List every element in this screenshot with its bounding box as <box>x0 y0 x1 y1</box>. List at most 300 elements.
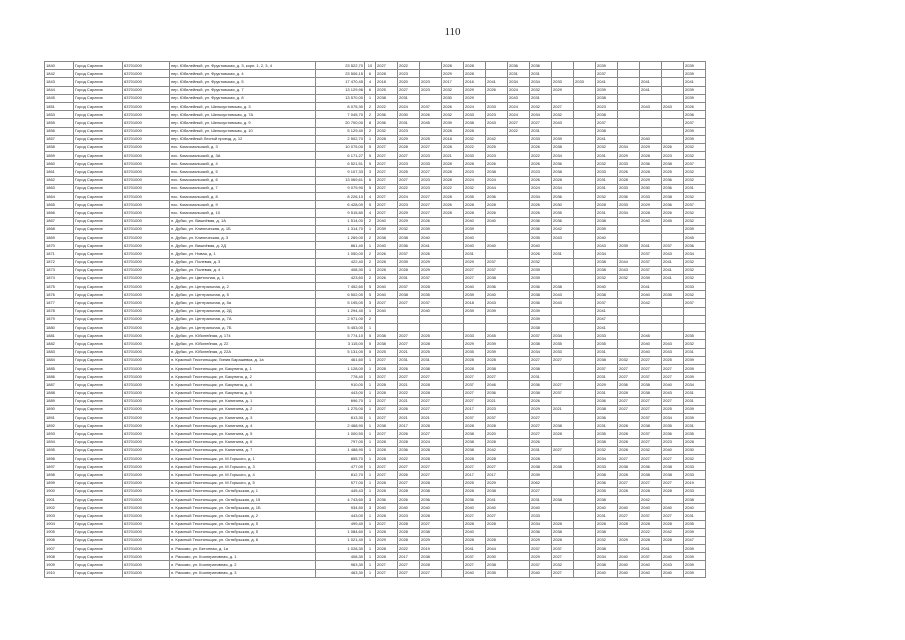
table-cell-code: 63701000 <box>123 455 170 463</box>
table-cell-y7: 2024 <box>508 102 530 110</box>
table-cell-y5: 2028 <box>464 455 486 463</box>
table-cell-y14: 2043 <box>662 389 684 397</box>
table-cell-y9 <box>552 315 574 323</box>
table-cell-address: пос. Комсомольский, д. 7 <box>170 184 316 192</box>
table-cell-n: 1 <box>365 364 376 372</box>
table-cell-y1 <box>376 324 398 332</box>
table-cell-amount: 813,30 <box>316 414 365 422</box>
table-cell-y14: 2040 <box>662 569 684 577</box>
table-cell-y9: 2038 <box>552 168 574 176</box>
table-cell-y5: 2039 <box>464 307 486 315</box>
table-cell-y11: 2038 <box>596 495 618 503</box>
table-cell-y2: 2036 <box>398 242 420 250</box>
table-row <box>45 274 706 282</box>
table-cell-y14: 2043 <box>662 102 684 110</box>
table-cell-y1: 2027 <box>376 62 398 70</box>
table-cell-y3: 2028 <box>420 381 442 389</box>
table-row <box>45 479 706 487</box>
table-cell-y15: 2032 <box>684 291 706 299</box>
table-cell-code: 63701000 <box>123 266 170 274</box>
table-cell-address: п. Красный Текстильщик, ул. Октябрьская, д. 2 <box>170 512 316 520</box>
table-cell-y15: 2037 <box>684 160 706 168</box>
table-cell-y4 <box>442 356 464 364</box>
table-cell-y10 <box>574 274 596 282</box>
table-cell-y10 <box>574 102 596 110</box>
table-cell-amount: 1 488,90 <box>316 446 365 454</box>
table-cell-y5: 2028 <box>464 62 486 70</box>
table-cell-amount: 9 515,80 <box>316 209 365 217</box>
table-cell-y6: 2046 <box>486 381 508 389</box>
table-cell-y4 <box>442 283 464 291</box>
table-cell-y6: 2040 <box>486 217 508 225</box>
table-cell-y6 <box>486 127 508 135</box>
table-cell-y2: 2027 <box>398 569 420 577</box>
table-cell-code: 63701000 <box>123 62 170 70</box>
table-cell-y6: 2026 <box>486 160 508 168</box>
table-cell-y2: 2028 <box>398 266 420 274</box>
table-row <box>45 70 706 78</box>
table-cell-num: 1891 <box>45 414 74 422</box>
table-cell-y5: 2025 <box>464 479 486 487</box>
table-cell-y3: 2025 <box>420 348 442 356</box>
table-cell-n: 2 <box>365 102 376 110</box>
table-cell-y11: 2041 <box>596 135 618 143</box>
table-cell-y11: 2035 <box>596 430 618 438</box>
table-cell-y1: 2027 <box>376 405 398 413</box>
table-cell-city: Город Саратов <box>74 152 123 160</box>
table-cell-address: п. Красный Текстильщик, ул. Калинина, д. 5 <box>170 430 316 438</box>
table-cell-y15: 2039 <box>684 225 706 233</box>
table-cell-num: 1861 <box>45 168 74 176</box>
table-cell-num: 1894 <box>45 438 74 446</box>
table-cell-y1: 2027 <box>376 569 398 577</box>
table-cell-y6: 2043 <box>486 299 508 307</box>
table-cell-y3: 2028 <box>420 283 442 291</box>
table-cell-code: 63701000 <box>123 487 170 495</box>
table-cell-y9: 2027 <box>552 446 574 454</box>
table-cell-address: п. Дубки, ул. Клиническая, д. 1Б <box>170 225 316 233</box>
table-cell-y14: 2036 <box>662 430 684 438</box>
table-cell-y8: 2031 <box>530 94 552 102</box>
table-cell-y11: 2041 <box>596 307 618 315</box>
table-cell-y6 <box>486 62 508 70</box>
table-row <box>45 160 706 168</box>
table-cell-y12: 2027 <box>618 397 640 405</box>
table-cell-y4: 2028 <box>442 168 464 176</box>
table-cell-y3: 2025 <box>420 135 442 143</box>
table-cell-amount: 9 107,33 <box>316 168 365 176</box>
table-cell-y13: 2036 <box>640 160 662 168</box>
table-cell-y4 <box>442 332 464 340</box>
table-cell-n: 2 <box>365 274 376 282</box>
table-cell-amount: 910,00 <box>316 381 365 389</box>
table-cell-y6: 2026 <box>486 209 508 217</box>
table-cell-num: 1889 <box>45 397 74 405</box>
table-cell-num: 1895 <box>45 446 74 454</box>
table-cell-y2: 2032 <box>398 225 420 233</box>
table-cell-n: 1 <box>365 520 376 528</box>
table-cell-y6: 2038 <box>486 274 508 282</box>
table-cell-y1: 2040 <box>376 217 398 225</box>
table-cell-amount: 5 131,00 <box>316 348 365 356</box>
table-cell-code: 63701000 <box>123 414 170 422</box>
table-cell-y4 <box>442 520 464 528</box>
table-cell-address: пос. Комсомольский, д. 4 <box>170 160 316 168</box>
table-cell-y15: 2036 <box>684 111 706 119</box>
table-cell-y12: 2040 <box>618 553 640 561</box>
table-cell-y3: 2027 <box>420 201 442 209</box>
table-cell-address: п. Красный Текстильщик, ул. Калинина, д. 3 <box>170 414 316 422</box>
table-cell-y12 <box>618 299 640 307</box>
table-cell-y12: 2028 <box>618 487 640 495</box>
table-cell-city: Город Саратов <box>74 569 123 577</box>
table-cell-num: 1858 <box>45 143 74 151</box>
table-cell-y11: 2032 <box>596 446 618 454</box>
table-cell-y3: 2031 <box>420 356 442 364</box>
table-cell-y8: 2028 <box>530 455 552 463</box>
table-row <box>45 201 706 209</box>
table-cell-address: п. Красный Текстильщик, ул. Калинина, д. 1 <box>170 397 316 405</box>
table-cell-city: Город Саратов <box>74 168 123 176</box>
table-cell-y1: 2028 <box>376 512 398 520</box>
table-cell-y4 <box>442 405 464 413</box>
table-cell-y2: 2040 <box>398 504 420 512</box>
table-cell-y8: 2027 <box>530 422 552 430</box>
table-cell-y8: 2026 <box>530 209 552 217</box>
table-cell-address: п. Красный Текстильщик, ул. М.Горького, д. 5 <box>170 479 316 487</box>
table-cell-y15: 2039 <box>684 86 706 94</box>
table-cell-y13 <box>640 233 662 241</box>
table-cell-y14: 2038 <box>662 160 684 168</box>
table-cell-y15: 2034 <box>684 381 706 389</box>
table-cell-y7 <box>508 364 530 372</box>
table-cell-city: Город Саратов <box>74 160 123 168</box>
table-cell-y11: 2039 <box>596 86 618 94</box>
table-cell-code: 63701000 <box>123 389 170 397</box>
table-cell-y4 <box>442 397 464 405</box>
table-cell-num: 1859 <box>45 152 74 160</box>
table-cell-y10 <box>574 168 596 176</box>
table-cell-y9: 2028 <box>552 520 574 528</box>
table-cell-y14: 2027 <box>662 373 684 381</box>
table-row <box>45 127 706 135</box>
table-cell-y15: 2030 <box>684 446 706 454</box>
table-cell-n: 1 <box>365 242 376 250</box>
table-cell-y4 <box>442 553 464 561</box>
table-cell-y5: 2017 <box>464 471 486 479</box>
table-cell-y1: 2038 <box>376 332 398 340</box>
table-cell-y4 <box>442 291 464 299</box>
table-cell-code: 63701000 <box>123 348 170 356</box>
table-cell-y13 <box>640 225 662 233</box>
table-cell-address: пос. Комсомольский, д. 9 <box>170 201 316 209</box>
table-cell-y2: 2022 <box>398 545 420 553</box>
table-cell-y13: 2037 <box>640 250 662 258</box>
table-cell-y11: 2031 <box>596 176 618 184</box>
table-cell-y1: 2027 <box>376 356 398 364</box>
table-cell-y4 <box>442 381 464 389</box>
table-cell-num: 1878 <box>45 307 74 315</box>
table-cell-n: 1 <box>365 356 376 364</box>
table-cell-y7 <box>508 340 530 348</box>
table-cell-y3: 2028 <box>420 340 442 348</box>
table-cell-y12: 2027 <box>618 455 640 463</box>
table-cell-num: 1900 <box>45 487 74 495</box>
table-cell-code: 63701000 <box>123 315 170 323</box>
table-cell-y14: 2025 <box>662 356 684 364</box>
table-cell-code: 63701000 <box>123 127 170 135</box>
table-cell-code: 63701000 <box>123 446 170 454</box>
table-row <box>45 528 706 536</box>
table-cell-y14 <box>662 233 684 241</box>
table-cell-city: Город Саратов <box>74 414 123 422</box>
table-cell-code: 63701000 <box>123 422 170 430</box>
table-cell-y1: 2028 <box>376 266 398 274</box>
table-cell-y1: 2038 <box>376 94 398 102</box>
table-cell-y5: 2035 <box>464 193 486 201</box>
table-cell-n: 5 <box>365 340 376 348</box>
table-cell-y3: 2038 <box>420 528 442 536</box>
table-cell-y1: 2027 <box>376 414 398 422</box>
table-cell-city: Город Саратов <box>74 536 123 544</box>
table-cell-y12: 2038 <box>618 463 640 471</box>
table-cell-y9 <box>552 266 574 274</box>
table-cell-y7 <box>508 209 530 217</box>
table-row <box>45 389 706 397</box>
table-cell-y4 <box>442 487 464 495</box>
table-cell-y3: 2029 <box>420 258 442 266</box>
table-cell-y13: 2027 <box>640 356 662 364</box>
table-cell-y11: 2031 <box>596 422 618 430</box>
table-cell-y14: 2043 <box>662 250 684 258</box>
table-cell-y12 <box>618 307 640 315</box>
table-cell-y10 <box>574 569 596 577</box>
table-cell-y8: 2033 <box>530 512 552 520</box>
table-cell-n: 1 <box>365 446 376 454</box>
table-cell-y1: 2027 <box>376 430 398 438</box>
table-cell-amount: 5 195,00 <box>316 299 365 307</box>
table-cell-y13: 2041 <box>640 242 662 250</box>
table-cell-y10 <box>574 528 596 536</box>
table-cell-y13 <box>640 307 662 315</box>
table-cell-y14: 2041 <box>662 258 684 266</box>
table-cell-y15: 2032 <box>684 274 706 282</box>
table-cell-y6: 2037 <box>486 266 508 274</box>
table-cell-y13: 2027 <box>640 455 662 463</box>
table-cell-amount: 1 269,00 <box>316 233 365 241</box>
table-cell-y13: 2027 <box>640 405 662 413</box>
table-cell-num: 1870 <box>45 242 74 250</box>
table-cell-y8: 2029 <box>530 536 552 544</box>
table-cell-y6: 2040 <box>486 291 508 299</box>
table-cell-y15: 2032 <box>684 340 706 348</box>
table-cell-city: Город Саратов <box>74 430 123 438</box>
table-cell-num: 1905 <box>45 528 74 536</box>
table-cell-y5: 2027 <box>464 397 486 405</box>
table-cell-y5: 2029 <box>464 258 486 266</box>
table-cell-y8: 2026 <box>530 176 552 184</box>
table-cell-address: п. Дубки, ул. Центральная, д. 5 <box>170 291 316 299</box>
table-cell-y12: 2032 <box>618 274 640 282</box>
table-cell-address: пос. Комсомольский, д. 3А <box>170 152 316 160</box>
table-cell-y3: 2026 <box>420 111 442 119</box>
table-cell-y14: 2040 <box>662 553 684 561</box>
table-cell-y11: 2038 <box>596 545 618 553</box>
table-cell-y7 <box>508 553 530 561</box>
table-cell-num: 1885 <box>45 364 74 372</box>
table-cell-n: 1 <box>365 422 376 430</box>
table-cell-y15: 2034 <box>684 250 706 258</box>
table-cell-y11: 2040 <box>596 504 618 512</box>
table-cell-y8: 2038 <box>530 463 552 471</box>
table-cell-y6 <box>486 94 508 102</box>
table-cell-city: Город Саратов <box>74 389 123 397</box>
table-cell-y1 <box>376 315 398 323</box>
table-cell-y12: 2028 <box>618 438 640 446</box>
table-cell-y2: 2021 <box>398 414 420 422</box>
table-cell-y15: 2039 <box>684 569 706 577</box>
table-cell-y14: 2036 <box>662 184 684 192</box>
table-cell-y10 <box>574 160 596 168</box>
table-cell-num: 1856 <box>45 127 74 135</box>
table-cell-city: Город Саратов <box>74 479 123 487</box>
table-cell-y2: 2029 <box>398 209 420 217</box>
table-cell-city: Город Саратов <box>74 561 123 569</box>
table-cell-y14 <box>662 495 684 503</box>
table-cell-y6: 2039 <box>486 340 508 348</box>
table-cell-y2: 2028 <box>398 520 420 528</box>
table-cell-y10 <box>574 389 596 397</box>
table-cell-y13: 2037 <box>640 414 662 422</box>
table-cell-y10 <box>574 111 596 119</box>
table-cell-y5: 2032 <box>464 184 486 192</box>
table-cell-num: 1908 <box>45 553 74 561</box>
table-cell-y2: 2022 <box>398 62 420 70</box>
table-cell-amount: 1 028,30 <box>316 545 365 553</box>
table-cell-num: 1863 <box>45 184 74 192</box>
table-cell-y14: 2040 <box>662 504 684 512</box>
table-cell-y4: 2022 <box>442 184 464 192</box>
table-cell-code: 63701000 <box>123 258 170 266</box>
table-cell-y11: 2032 <box>596 536 618 544</box>
register-table-body <box>45 62 706 578</box>
table-cell-y12: 2027 <box>618 364 640 372</box>
table-cell-y10 <box>574 561 596 569</box>
table-cell-y10 <box>574 176 596 184</box>
table-cell-y13: 2037 <box>640 430 662 438</box>
table-cell-num: 1892 <box>45 422 74 430</box>
table-cell-y13: 2040 <box>640 340 662 348</box>
table-cell-code: 63701000 <box>123 479 170 487</box>
table-cell-city: Город Саратов <box>74 217 123 225</box>
table-cell-y6: 2028 <box>486 356 508 364</box>
table-cell-num: 1887 <box>45 381 74 389</box>
table-cell-y14 <box>662 86 684 94</box>
table-cell-y9: 2037 <box>552 389 574 397</box>
table-cell-y15: 2032 <box>684 176 706 184</box>
table-cell-y5 <box>464 324 486 332</box>
table-cell-y6: 2028 <box>486 520 508 528</box>
table-cell-y12: 2028 <box>618 430 640 438</box>
table-cell-y1: 2032 <box>376 127 398 135</box>
table-cell-y2: 2023 <box>398 512 420 520</box>
table-cell-y5: 2028 <box>464 201 486 209</box>
table-cell-address: п. Красный Текстильщик, ул. Октябрьская, д. 1Б <box>170 504 316 512</box>
table-cell-address: п. Расково, ул. Кооперативная, д. 2 <box>170 561 316 569</box>
table-cell-y4: 2026 <box>442 201 464 209</box>
table-cell-y4 <box>442 471 464 479</box>
table-cell-code: 63701000 <box>123 504 170 512</box>
table-cell-y14 <box>662 135 684 143</box>
table-row <box>45 422 706 430</box>
table-cell-n: 6 <box>365 86 376 94</box>
table-cell-amount: 10 075,00 <box>316 143 365 151</box>
table-cell-y2: 2026 <box>398 405 420 413</box>
table-cell-y2: 2031 <box>398 94 420 102</box>
table-cell-y4 <box>442 430 464 438</box>
table-cell-y13: 2037 <box>640 553 662 561</box>
table-cell-y3: 2037 <box>420 299 442 307</box>
table-cell-y3: 2027 <box>420 405 442 413</box>
table-cell-address: п. Красный Текстильщик, ул. М.Горького, д. 4 <box>170 471 316 479</box>
table-cell-address: пос. Комсомольский, д. 10 <box>170 209 316 217</box>
table-cell-y12: 2027 <box>618 405 640 413</box>
table-cell-y11: 2040 <box>596 569 618 577</box>
table-cell-city: Город Саратов <box>74 446 123 454</box>
table-cell-y6: 2040 <box>486 504 508 512</box>
table-row <box>45 283 706 291</box>
table-cell-y1: 2036 <box>376 495 398 503</box>
table-cell-city: Город Саратов <box>74 307 123 315</box>
table-cell-y13: 2041 <box>640 545 662 553</box>
table-cell-y9: 2039 <box>552 135 574 143</box>
table-cell-y8: 2038 <box>530 340 552 348</box>
table-cell-code: 63701000 <box>123 102 170 110</box>
table-cell-y10 <box>574 479 596 487</box>
table-cell-y11: 2038 <box>596 471 618 479</box>
table-cell-num: 1851 <box>45 102 74 110</box>
table-cell-address: пер. Юбилейный, ул. Шелкоустовская, д. 7А <box>170 111 316 119</box>
table-cell-y14 <box>662 225 684 233</box>
table-cell-y1: 2028 <box>376 553 398 561</box>
table-cell-y6: 2037 <box>486 258 508 266</box>
table-cell-y3: 2024 <box>420 438 442 446</box>
table-cell-y1: 2027 <box>376 143 398 151</box>
table-cell-y14 <box>662 111 684 119</box>
table-cell-y9: 2030 <box>552 201 574 209</box>
table-cell-y10 <box>574 127 596 135</box>
table-cell-y13: 2022 <box>640 528 662 536</box>
table-cell-y14: 2038 <box>662 463 684 471</box>
table-cell-num: 1907 <box>45 545 74 553</box>
table-cell-y13: 2040 <box>640 569 662 577</box>
table-cell-y14: 2035 <box>662 291 684 299</box>
table-cell-y3 <box>420 127 442 135</box>
table-row <box>45 364 706 372</box>
table-cell-code: 63701000 <box>123 430 170 438</box>
table-cell-y9 <box>552 274 574 282</box>
table-cell-y7: 2024 <box>508 86 530 94</box>
table-cell-y14 <box>662 70 684 78</box>
table-cell-code: 63701000 <box>123 143 170 151</box>
table-cell-amount: 423,60 <box>316 274 365 282</box>
table-cell-y2: 2020 <box>398 78 420 86</box>
table-cell-y11: 2034 <box>596 455 618 463</box>
table-cell-y4 <box>442 479 464 487</box>
table-cell-y6: 2040 <box>486 242 508 250</box>
table-cell-y14: 2043 <box>662 340 684 348</box>
table-cell-y6: 2028 <box>486 438 508 446</box>
